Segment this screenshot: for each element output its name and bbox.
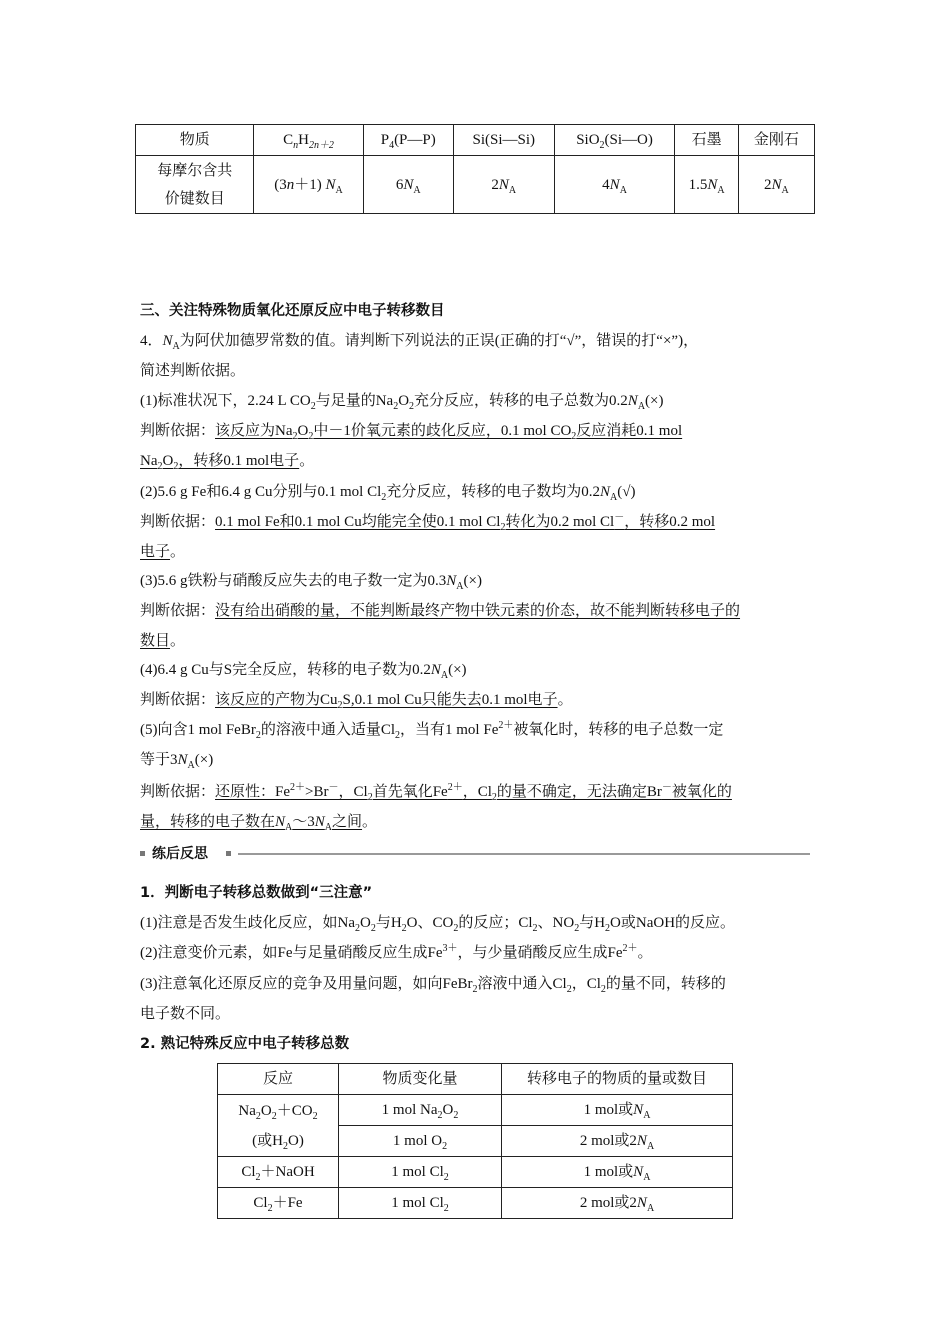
basis-2-cont: 电子。: [140, 544, 186, 560]
electron-transfer-table: [217, 1063, 733, 1219]
table-cell: 2 mol或$2N_A$: [502, 1188, 733, 1219]
reflection-point-1: (1)注意是否发生歧化反应，如$Na_2O_2$与$H_2O$、$CO_2$的反应；$Cl_2$、$NO_2$与$H_2O$或NaOH的反应。: [140, 915, 736, 934]
divider: [238, 853, 810, 855]
reflection-heading-2: 2. 熟记特殊反应中电子转移总数: [140, 1036, 350, 1052]
reflection-point-2: (2)注意变价元素，如Fe与足量硝酸反应生成$Fe^{3+}$，与少量硝酸反应生成$Fe^{2+}$。: [140, 943, 653, 961]
item-1: (1)标准状况下，2.24 L $CO_2$与足量的$Na_2O_2$充分反应，转移的电子总数为$0.2N_A(\times)$: [140, 393, 664, 412]
table-cell: 1 mol或$N_A$: [502, 1157, 733, 1188]
table-row: [136, 156, 815, 214]
table-cell: Si(Si—Si): [453, 125, 554, 156]
table-cell: 1 mol $O_2$: [339, 1126, 502, 1157]
table-cell: 2 mol或$2N_A$: [502, 1126, 733, 1157]
reflection-heading-1: 1．判断电子转移总数做到“三注意”: [140, 885, 373, 901]
basis-3: 判断依据：没有给出硝酸的量，不能判断最终产物中铁元素的价态，故不能判断转移电子的: [140, 603, 741, 619]
table-cell: 每摩尔含共 价键数目: [136, 156, 254, 214]
bullet-square-icon: [226, 851, 231, 856]
table-row: [218, 1064, 733, 1095]
table-header-cell: 物质变化量: [339, 1064, 502, 1095]
table-cell: $2N_A$: [453, 156, 554, 214]
basis-1: 判断依据：该反应为$Na_2O_2$中－1价氧元素的歧化反应，0.1 mol $CO_2$反应消耗0.1 mol: [140, 423, 683, 442]
table-cell: $4N_A$: [554, 156, 675, 214]
table-cell: $Na_2O_2+CO_2$ (或$H_2O$): [218, 1095, 339, 1157]
question-4-cont: 简述判断依据。: [140, 363, 246, 379]
table-cell: 金刚石: [738, 125, 814, 156]
question-4: 4．$N_A$为阿伏加德罗常数的值。请判断下列说法的正误(正确的打“√”，错误的打“×”)，: [140, 333, 699, 352]
basis-5-cont: 量，转移的电子数在$N_A\sim 3N_A$之间。: [140, 814, 378, 833]
table-header-cell: 反应: [218, 1064, 339, 1095]
table-cell: $P_4(P—P)$: [363, 125, 453, 156]
item-5-cont: 等于$3N_A(\times)$: [140, 752, 214, 771]
bullet-square-icon: [140, 851, 145, 856]
basis-2: 判断依据：0.1 mol Fe和0.1 mol Cu均能完全使0.1 mol $Cl_2$转化为0.2 mol Cl－，转移0.2 mol: [140, 512, 716, 533]
covalent-bond-table: [135, 124, 815, 214]
table-cell: $C_nH_{2n+2}$: [254, 125, 363, 156]
table-cell: $Cl_2+Fe$: [218, 1188, 339, 1219]
table-cell: 1 mol $Cl_2$: [339, 1157, 502, 1188]
basis-5: 判断依据：还原性：$Fe^{2+}>Br^-$，$Cl_2$首先氧化$Fe^{2+}$，$Cl_2$的量不确定，无法确定Br－被氧化的: [140, 782, 732, 803]
table-row: [218, 1157, 733, 1188]
table-cell: $Cl_2+NaOH$: [218, 1157, 339, 1188]
table-cell: 1 mol或$N_A$: [502, 1095, 733, 1126]
table-cell: 1 mol $Cl_2$: [339, 1188, 502, 1219]
item-2: (2)5.6 g Fe和6.4 g Cu分别与0.1 mol $Cl_2$充分反应，转移的电子数均为$0.2N_A(√)$: [140, 484, 636, 503]
basis-1-cont: $Na_2O_2$，转移0.1 mol电子。: [140, 453, 315, 472]
table-header-cell: 转移电子的物质的量或数目: [502, 1064, 733, 1095]
basis-4: 判断依据：该反应的产物为$Cu_2S,0.1$ mol Cu只能失去0.1 mol电子。: [140, 692, 573, 711]
reflection-point-3: (3)注意氧化还原反应的竞争及用量问题，如向FeBr$_2$溶液中通入$Cl_2$，$Cl_2$的量不同，转移的: [140, 976, 726, 995]
table-row: [218, 1095, 733, 1126]
table-row: [136, 125, 815, 156]
reflection-banner: [140, 842, 810, 864]
reflection-point-3-cont: 电子数不同。: [140, 1006, 231, 1022]
table-cell: $6N_A$: [363, 156, 453, 214]
basis-3-cont: 数目。: [140, 633, 186, 649]
table-cell: 1 mol $Na_2O_2$: [339, 1095, 502, 1126]
table-cell: SiO$_2$(Si—O): [554, 125, 675, 156]
table-cell: $1.5N_A$: [675, 156, 738, 214]
table-cell: 石墨: [675, 125, 738, 156]
table-cell: (3n＋1) $N_A$: [254, 156, 363, 214]
item-4: (4)6.4 g Cu与S完全反应，转移的电子数为$0.2N_A(\times)$: [140, 662, 467, 681]
table-cell: 物质: [136, 125, 254, 156]
table-row: [218, 1188, 733, 1219]
item-5: (5)向含1 mol FeBr$_2$的溶液中通入适量$Cl_2$，当有1 mol $Fe^{2+}$被氧化时，转移的电子总数一定: [140, 720, 724, 741]
table-cell: $2N_A$: [738, 156, 814, 214]
section-heading: 三、关注特殊物质氧化还原反应中电子转移数目: [140, 303, 445, 319]
reflection-title: 练后反思: [152, 846, 208, 862]
item-3: (3)5.6 g铁粉与硝酸反应失去的电子数一定为$0.3N_A(\times)$: [140, 573, 482, 592]
